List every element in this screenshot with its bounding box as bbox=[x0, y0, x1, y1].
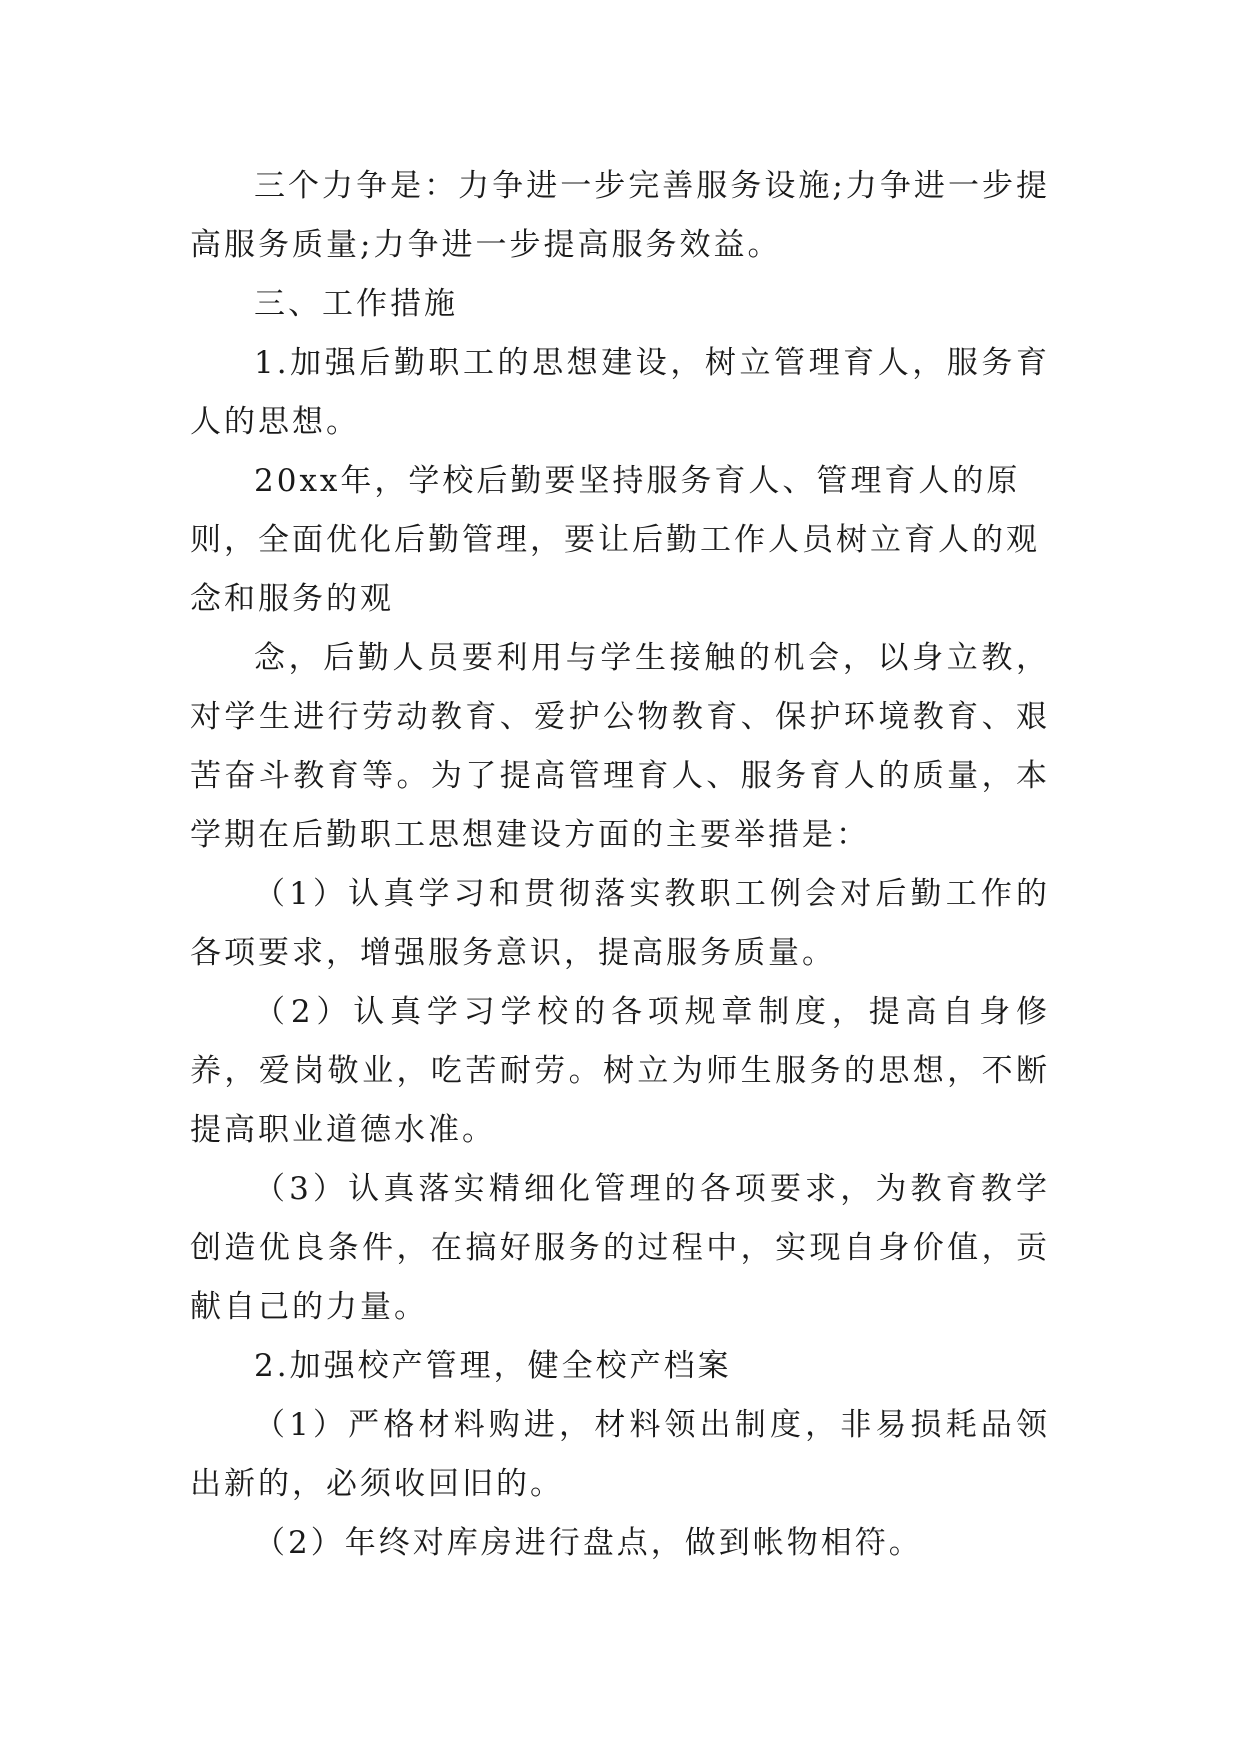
item-heading-ideological-building: 1.加强后勤职工的思想建设，树立管理育人，服务育人的思想。 bbox=[190, 345, 1050, 440]
section-heading-work-measures: 三、工作措施 bbox=[254, 286, 458, 322]
paragraph-three-strives: 三个力争是：力争进一步完善服务设施;力争进一步提高服务质量;力争进一步提高服务效益。 bbox=[190, 168, 1050, 263]
list-item-1: （1）认真学习和贯彻落实教职工例会对后勤工作的各项要求，增强服务意识，提高服务质量。 bbox=[190, 876, 1050, 971]
list-item-3: （3）认真落实精细化管理的各项要求，为教育教学创造优良条件，在搞好服务的过程中，实现自身价值，贡献自己的力量。 bbox=[190, 1171, 1050, 1325]
asset-list-item-2: （2）年终对库房进行盘点，做到帐物相符。 bbox=[254, 1525, 923, 1561]
asset-list-item-1: （1）严格材料购进，材料领出制度，非易损耗品领出新的，必须收回旧的。 bbox=[190, 1407, 1050, 1502]
document-body bbox=[190, 157, 1050, 1573]
list-item-2: （2）认真学习学校的各项规章制度，提高自身修养，爱岗敬业，吃苦耐劳。树立为师生服务的思想，不断提高职业道德水准。 bbox=[190, 994, 1050, 1148]
paragraph-education: 念，后勤人员要利用与学生接触的机会，以身立教，对学生进行劳动教育、爱护公物教育、保护环境教育、艰苦奋斗教育等。为了提高管理育人、服务育人的质量，本学期在后勤职工思想建设方面的主要举措是： bbox=[190, 640, 1050, 853]
item-heading-asset-management: 2.加强校产管理，健全校产档案 bbox=[254, 1348, 732, 1384]
paragraph-principle: 20xx年，学校后勤要坚持服务育人、管理育人的原则，全面优化后勤管理，要让后勤工作人员树立育人的观念和服务的观 bbox=[190, 463, 1040, 617]
